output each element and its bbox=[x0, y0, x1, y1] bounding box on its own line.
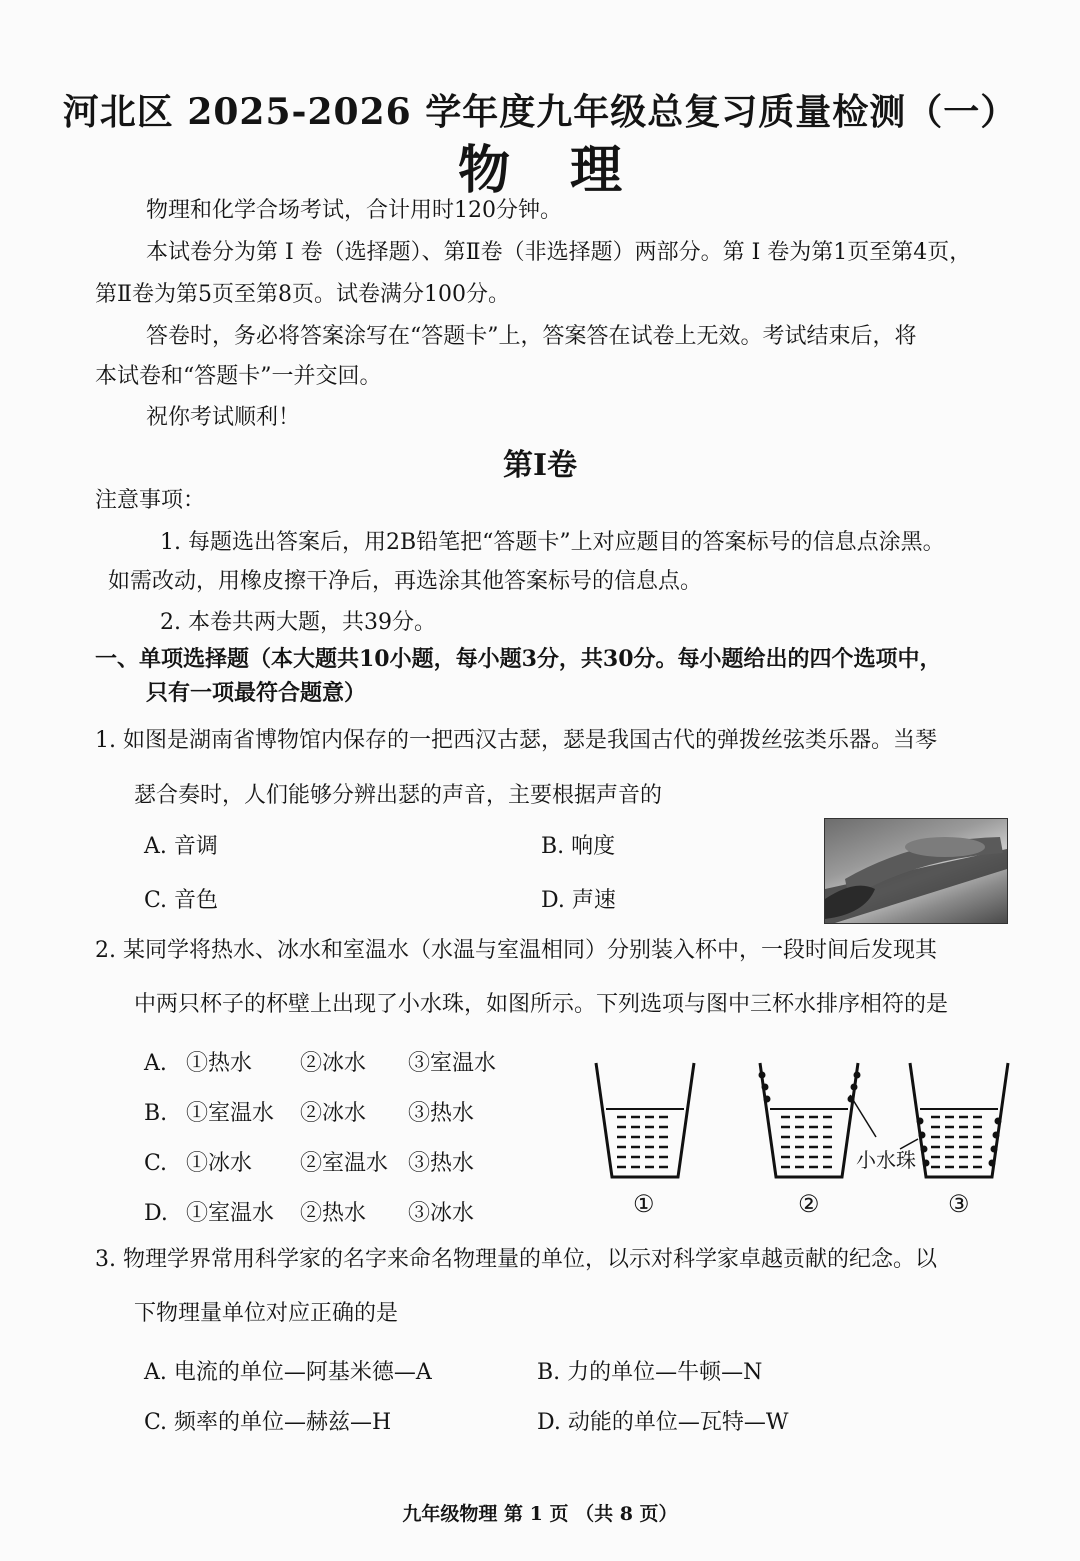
q3-stem-a: 3. 物理学界常用科学家的名字来命名物理量的单位，以示对科学家卓越贡献的纪念。以 bbox=[95, 1247, 937, 1272]
q1-option-a[interactable]: A. 音调 bbox=[144, 834, 218, 859]
q3-option-a[interactable]: A. 电流的单位—阿基米德—A bbox=[144, 1360, 432, 1385]
q2-option-c-cup3: ③热水 bbox=[408, 1151, 475, 1176]
cup-label-2: ② bbox=[798, 1190, 820, 1218]
cup-3-droplets bbox=[918, 1119, 1001, 1166]
q2-option-c-cup1: ①冰水 bbox=[186, 1151, 253, 1176]
q3-stem-b: 下物理量单位对应正确的是 bbox=[134, 1301, 399, 1326]
q2-option-b-cup2: ②冰水 bbox=[300, 1101, 367, 1126]
q2-option-a-cup3: ③室温水 bbox=[408, 1051, 497, 1076]
cup-3 bbox=[900, 1063, 1008, 1177]
note-1b: 如需改动，用橡皮擦干净后，再选涂其他答案标号的信息点。 bbox=[108, 569, 703, 594]
note-1a: 1. 每题选出答案后，用2B铅笔把“答题卡”上对应题目的答案标号的信息点涂黑。 bbox=[160, 530, 945, 555]
exam-title: 河北区 2025-2026 学年度九年级总复习质量检测（一） bbox=[62, 91, 1018, 133]
q2-option-a-cup2: ②冰水 bbox=[300, 1051, 367, 1076]
cup-1 bbox=[596, 1063, 694, 1177]
notes-label: 注意事项： bbox=[95, 488, 206, 513]
intro-line-2b: 第Ⅱ卷为第5页至第8页。试卷满分100分。 bbox=[95, 282, 510, 307]
intro-line-1: 物理和化学合场考试，合计用时120分钟。 bbox=[146, 198, 562, 223]
q2-option-a-cup1: ①热水 bbox=[186, 1051, 253, 1076]
section-1-heading-a: 一、单项选择题（本大题共10小题，每小题3分，共30分。每小题给出的四个选项中， bbox=[95, 646, 942, 672]
q2-option-b-letter: B. bbox=[144, 1101, 168, 1126]
q3-option-d[interactable]: D. 动能的单位—瓦特—W bbox=[537, 1410, 789, 1435]
q3-option-c[interactable]: C. 频率的单位—赫兹—H bbox=[144, 1410, 392, 1435]
q2-option-b-cup3: ③热水 bbox=[408, 1101, 475, 1126]
volume-heading: 第I卷 bbox=[502, 448, 578, 483]
q3-option-b[interactable]: B. 力的单位—牛顿—N bbox=[537, 1360, 763, 1385]
q2-option-b-cup1: ①室温水 bbox=[186, 1101, 275, 1126]
cup-label-3: ③ bbox=[948, 1190, 970, 1218]
intro-line-3a: 答卷时，务必将答案涂写在“答题卡”上，答案答在试卷上无效。考试结束后，将 bbox=[146, 324, 917, 349]
subject-title: 物理 bbox=[457, 140, 682, 201]
q2-option-d-cup2: ②热水 bbox=[300, 1201, 367, 1226]
cup-2-droplets bbox=[760, 1073, 860, 1102]
q2-stem-b: 中两只杯子的杯壁上出现了小水珠，如图所示。下列选项与图中三杯水排序相符的是 bbox=[134, 992, 949, 1017]
intro-line-3b: 本试卷和“答题卡”一并交回。 bbox=[95, 364, 382, 389]
section-1-heading-b: 只有一项最符合题意） bbox=[146, 680, 367, 706]
q1-option-d[interactable]: D. 声速 bbox=[541, 888, 616, 913]
intro-line-2a: 本试卷分为第 I 卷（选择题）、第Ⅱ卷（非选择题）两部分。第 I 卷为第1页至第4页， bbox=[146, 240, 972, 265]
q1-option-c[interactable]: C. 音色 bbox=[144, 888, 219, 913]
ancient-se-instrument-photo bbox=[824, 818, 1008, 924]
droplets-label: 小水珠 bbox=[856, 1148, 916, 1172]
q1-stem-a: 1. 如图是湖南省博物馆内保存的一把西汉古瑟，瑟是我国古代的弹拨丝弦类乐器。当琴 bbox=[95, 728, 937, 753]
note-2: 2. 本卷共两大题，共39分。 bbox=[160, 610, 436, 635]
intro-line-4: 祝你考试顺利！ bbox=[146, 405, 301, 430]
q1-stem-b: 瑟合奏时，人们能够分辨出瑟的声音，主要根据声音的 bbox=[134, 783, 663, 808]
q2-option-d-letter: D. bbox=[144, 1201, 168, 1226]
cup-label-1: ① bbox=[633, 1190, 655, 1218]
q2-option-c-cup2: ②室温水 bbox=[300, 1151, 389, 1176]
q2-option-d-cup3: ③冰水 bbox=[408, 1201, 475, 1226]
q2-stem-a: 2. 某同学将热水、冰水和室温水（水温与室温相同）分别装入杯中，一段时间后发现其 bbox=[95, 938, 937, 963]
q1-option-b[interactable]: B. 响度 bbox=[541, 834, 616, 859]
q2-option-d-cup1: ①室温水 bbox=[186, 1201, 275, 1226]
page-footer: 九年级物理 第 1 页 （共 8 页） bbox=[402, 1503, 678, 1525]
q2-option-c-letter: C. bbox=[144, 1151, 168, 1176]
q2-option-a-letter: A. bbox=[144, 1051, 167, 1076]
